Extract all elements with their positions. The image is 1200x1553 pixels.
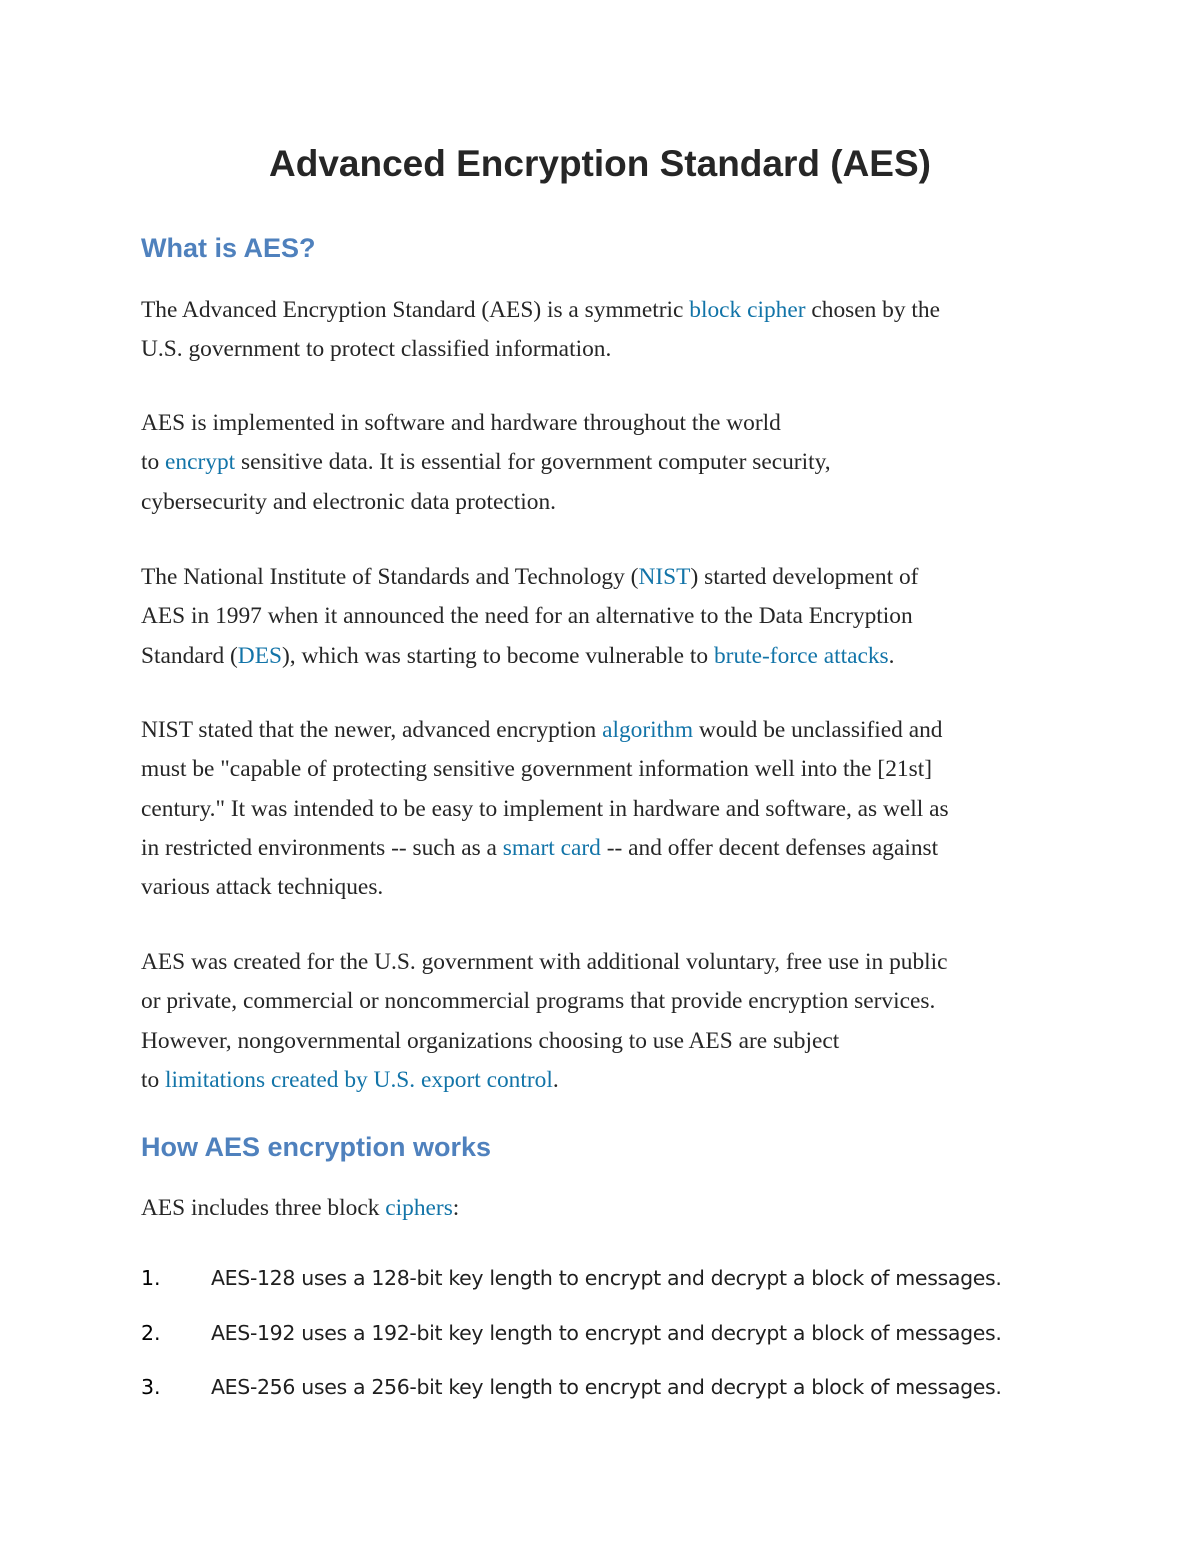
paragraph-nist-requirements: [141, 711, 1066, 907]
list-text: AES-128 uses a 128-bit key length to encrypt and decrypt a block of messages.: [211, 1266, 1002, 1290]
text-run: or private, commercial or noncommercial programs that provide encryption services.: [141, 988, 936, 1015]
text-run: AES in 1997 when it announced the need for an alternative to the Data Encryption: [141, 603, 913, 630]
text-run: chosen by the: [805, 297, 940, 323]
text-run: Standard (: [141, 642, 238, 669]
hyperlink[interactable]: ciphers: [385, 1195, 453, 1221]
text-run: must be "capable of protecting sensitive government information well into the [21st]: [141, 756, 932, 783]
paragraph-nist-development: [141, 558, 1066, 676]
text-run: cybersecurity and electronic data protection.: [141, 488, 556, 515]
paragraph-line: [141, 1189, 1066, 1228]
hyperlink[interactable]: limitations created by U.S. export control: [165, 1066, 553, 1093]
paragraph-aes-usage: [141, 943, 1066, 1100]
aes-variants-list: [141, 1266, 1081, 1430]
text-run: U.S. government to protect classified information.: [141, 336, 612, 363]
hyperlink[interactable]: algorithm: [602, 717, 694, 743]
paragraph-line: [141, 750, 1066, 789]
list-text: AES-192 uses a 192-bit key length to encrypt and decrypt a block of messages.: [211, 1320, 1002, 1345]
paragraph-line: [141, 404, 1066, 443]
list-item: [141, 1321, 1081, 1376]
text-run: to: [141, 449, 166, 476]
document-title: Advanced Encryption Standard (AES): [269, 143, 931, 184]
hyperlink[interactable]: block cipher: [689, 297, 806, 323]
paragraph-line: [141, 637, 1066, 676]
text-run: The Advanced Encryption Standard (AES) is a symmetric: [141, 297, 690, 323]
text-run: various attack techniques.: [141, 874, 384, 901]
paragraph-aes-definition: [141, 291, 1066, 370]
paragraph-line: [141, 829, 1066, 868]
list-number: 3.: [141, 1375, 161, 1399]
text-run: AES is implemented in software and hardware throughout the world: [141, 410, 781, 436]
hyperlink[interactable]: smart card: [502, 834, 601, 861]
hyperlink[interactable]: brute-force attacks: [713, 642, 889, 669]
text-run: in restricted environments -- such as a: [141, 834, 503, 861]
hyperlink[interactable]: DES: [237, 642, 282, 669]
text-run: sensitive data. It is essential for government computer security,: [235, 449, 831, 476]
list-item: [141, 1375, 1081, 1430]
paragraph-line: [141, 443, 1066, 482]
paragraph-line: [141, 982, 1066, 1021]
text-run: would be unclassified and: [693, 717, 943, 743]
text-run: However, nongovernmental organizations choosing to use AES are subject: [141, 1027, 840, 1054]
text-run: .: [552, 1066, 559, 1093]
text-run: century." It was intended to be easy to implement in hardware and software, as well as: [141, 795, 949, 822]
text-run: AES includes three block: [141, 1195, 386, 1221]
text-run: to: [141, 1066, 166, 1093]
paragraph-line: [141, 597, 1066, 636]
paragraph-line: [141, 330, 1066, 369]
paragraph-line: [141, 868, 1066, 907]
list-text: AES-256 uses a 256-bit key length to encrypt and decrypt a block of messages.: [211, 1375, 1002, 1399]
paragraph-line: [141, 558, 1066, 597]
paragraph-line: [141, 790, 1066, 829]
paragraph-block-ciphers-intro: [141, 1189, 1066, 1228]
text-run: ), which was starting to become vulnerable to: [282, 642, 714, 669]
hyperlink[interactable]: encrypt: [165, 449, 236, 476]
hyperlink[interactable]: NIST: [638, 564, 691, 590]
paragraph-line: [141, 291, 1066, 330]
heading-what-is-aes: What is AES?: [141, 233, 316, 263]
heading-how-aes-works: How AES encryption works: [141, 1132, 492, 1162]
text-run: The National Institute of Standards and Technology (: [141, 564, 639, 590]
list-number: 2.: [141, 1320, 161, 1345]
text-run: :: [452, 1195, 460, 1221]
list-item: [141, 1266, 1081, 1321]
text-run: ) started development of: [690, 564, 919, 590]
paragraph-line: [141, 711, 1066, 750]
paragraph-line: [141, 1022, 1066, 1061]
paragraph-line: [141, 1061, 1066, 1100]
paragraph-line: [141, 943, 1066, 982]
text-run: .: [888, 642, 895, 669]
list-number: 1.: [141, 1266, 161, 1290]
paragraph-aes-implementation: [141, 404, 1066, 522]
paragraph-line: [141, 483, 1066, 522]
text-run: AES was created for the U.S. government with additional voluntary, free use in public: [141, 949, 948, 975]
text-run: -- and offer decent defenses against: [600, 834, 939, 861]
text-run: NIST stated that the newer, advanced encryption: [141, 717, 603, 743]
